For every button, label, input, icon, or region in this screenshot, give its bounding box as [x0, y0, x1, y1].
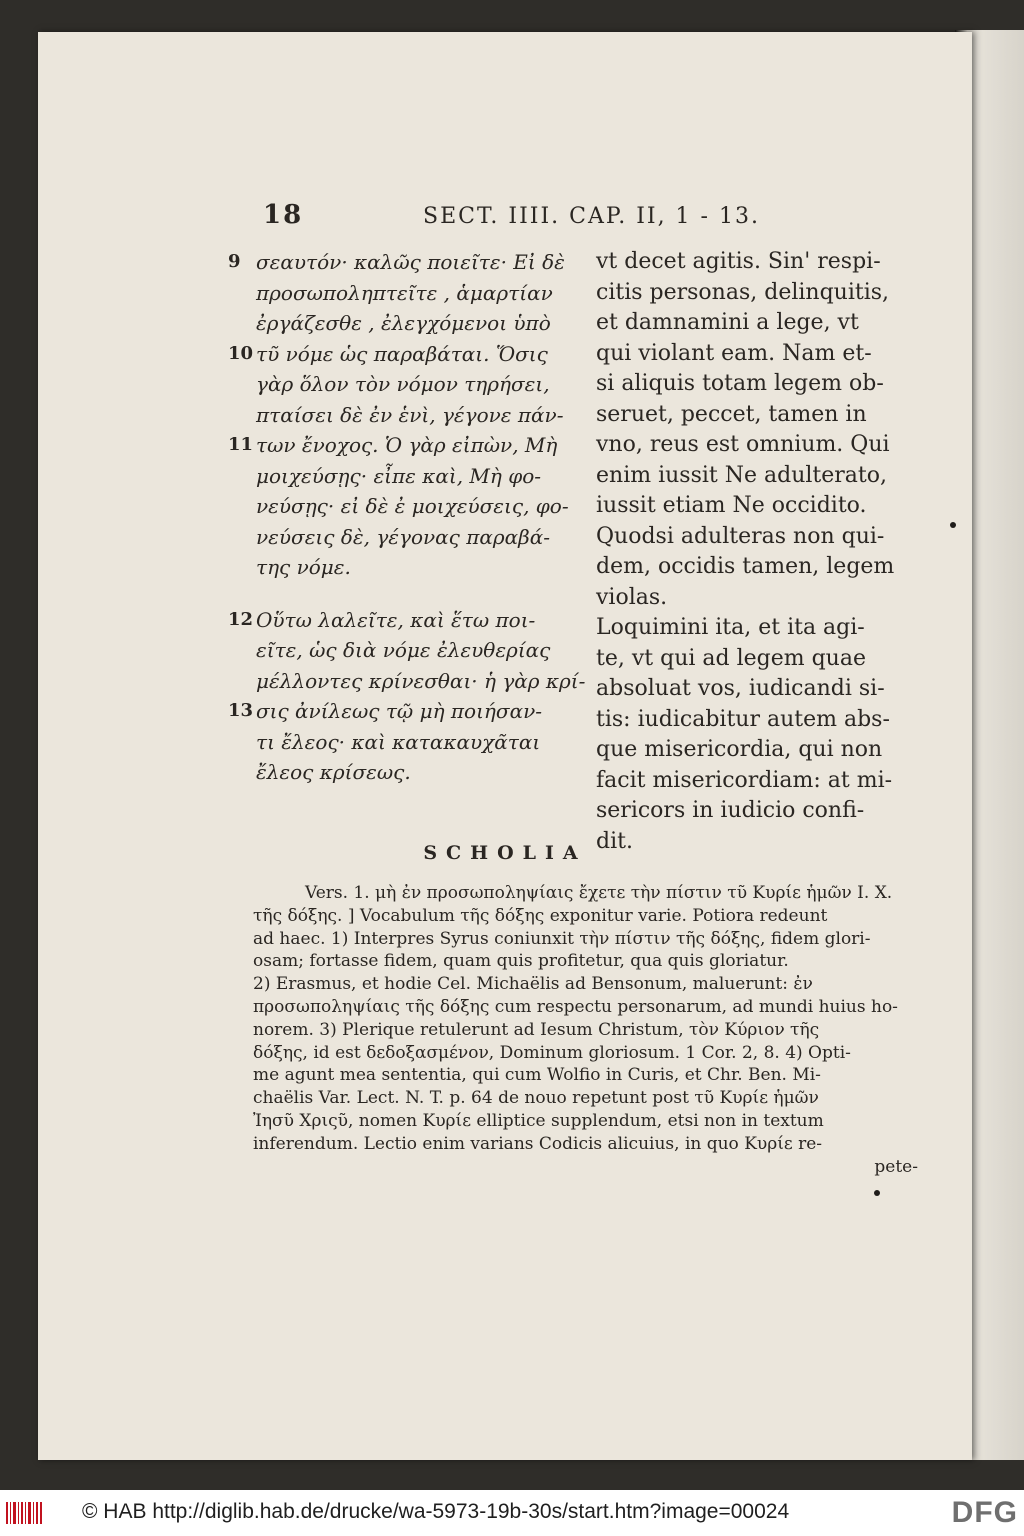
greek-text-column [230, 247, 585, 788]
latin-line: et damnamini a lege, vt [596, 310, 859, 335]
scholia-line: δόξης, id est δεδοξασμένον, Dominum gloriosum. 1 Cor. 2, 8. 4) Opti- [253, 1042, 851, 1063]
greek-line-text: των ἔνοχος. Ὁ γὰρ εἰπὼν, Μὴ [256, 433, 558, 457]
latin-line: iussit etiam Ne occidito. [596, 493, 867, 518]
greek-line [230, 727, 585, 758]
latin-line: facit misericordiam: at mi- [596, 767, 893, 793]
scholia-title: SCHOLIA [423, 842, 587, 864]
greek-line [230, 339, 585, 370]
scholia-line: ad haec. 1) Interpres Syrus coniunxit τὴν πίστιν τῆς δόξης, fidem glori- [253, 928, 871, 949]
greek-line-text: πταίσει δὲ ἐν ἑνὶ, γέγονε πάν- [256, 402, 564, 427]
greek-line [230, 696, 585, 727]
latin-line: que misericordia, qui non [596, 737, 883, 762]
book-page [38, 32, 972, 1460]
latin-line: vt decet agitis. Sin' respi- [596, 249, 881, 274]
greek-line [230, 605, 585, 636]
latin-line: enim iussit Ne adulterato, [596, 462, 887, 488]
greek-line [230, 308, 585, 339]
greek-line-text: σεαυτόν· καλῶς ποιεῖτε· Εἰ δὲ [256, 250, 565, 274]
greek-line [230, 278, 585, 309]
greek-line [230, 247, 585, 278]
barcode-icon [6, 1502, 44, 1524]
latin-line: Loquimini ita, et ita agi- [596, 615, 865, 640]
scholia-line: pete- [874, 1156, 918, 1177]
scholia-line: chaëlis Var. Lect. N. T. p. 64 de nouo repetunt post τῦ Κυρίε ἡμῶν [253, 1088, 819, 1109]
latin-line: qui violant eam. Nam et- [596, 340, 872, 366]
latin-line: vno, reus est omnium. Qui [596, 432, 890, 457]
greek-line-text: μοιχεύσῃς· εἶπε καὶ, Μὴ φο- [256, 463, 542, 488]
latin-line: tis: iudicabitur autem abs- [596, 706, 890, 732]
viewer-footer [0, 1490, 1024, 1536]
scholia-line: τῆς δόξης. ] Vocabulum τῆς δόξης exponitur varie. Potiora redeunt [253, 905, 828, 926]
verse-number: 12 [228, 608, 254, 630]
source-url-text: © HAB http://diglib.hab.de/drucke/wa-5973-19b-30s/start.htm?image=00024 [82, 1500, 790, 1523]
running-head-text: SECT. IIII. CAP. II, 1 - 13. [423, 204, 760, 229]
greek-line-text: ἐργάζεσθε , ἐλεγχόμενοι ὑπὸ [256, 311, 551, 335]
greek-line [230, 491, 585, 522]
page-number: 18 [263, 200, 304, 230]
latin-line: violas. [596, 584, 668, 610]
latin-line: citis personas, delinquitis, [596, 279, 890, 305]
greek-line-text: γὰρ ὅλον τὸν νόμον τηρήσει, [256, 372, 550, 396]
greek-line [230, 552, 585, 583]
greek-line [230, 430, 585, 461]
margin-mark [950, 522, 956, 528]
greek-line-text: εῖτε, ὡς διὰ νόμε ἐλευθερίας [256, 638, 551, 662]
margin-mark [874, 1190, 880, 1196]
greek-line-text: της νόμε. [256, 555, 351, 579]
scholia-block [253, 882, 918, 1178]
running-head [263, 200, 923, 234]
greek-line-text: τι ἔλεος· καὶ κατακαυχᾶται [256, 729, 541, 754]
greek-line [230, 400, 585, 431]
greek-line [230, 583, 585, 605]
greek-line-text: νεύσῃς· εἰ δὲ ἐ μοιχεύσεις, φο- [256, 494, 569, 518]
greek-line-text: προσωποληπτεῖτε , ἁμαρτίαν [256, 280, 553, 305]
scholia-line: 2) Erasmus, et hodie Cel. Michaëlis ad Bensonum, maluerunt: ἐν [253, 974, 813, 995]
dfg-logo: DFG [951, 1496, 1018, 1529]
greek-line [230, 635, 585, 666]
scholia-line: Vers. 1. μὴ ἐν προσωποληψίαις ἔχετε τὴν πίστιν τῦ Κυρίε ἡμῶν I. X. [305, 883, 893, 903]
greek-line [230, 522, 585, 553]
latin-line: dit. [596, 828, 633, 854]
latin-line: sericors in iudicio confi- [596, 798, 865, 823]
verse-number: 11 [228, 434, 254, 455]
latin-line: Quodsi adulteras non qui- [596, 523, 885, 549]
scholia-line: Ἰησῦ Χριςῦ, nomen Κυρίε elliptice supplendum, etsi non in textum [253, 1110, 824, 1131]
greek-line-text: ἔλεος κρίσεως. [256, 760, 411, 784]
verse-number: 13 [228, 700, 254, 721]
verse-number: 10 [228, 342, 254, 364]
scholia-line: norem. 3) Plerique retulerunt ad Iesum Christum, τὸν Κύριον τῆς [253, 1019, 820, 1040]
greek-line [230, 666, 585, 697]
latin-line: dem, occidis tamen, legem [596, 554, 895, 579]
latin-line: si aliquis totam legem ob- [596, 371, 884, 396]
greek-line-text: Οὕτω λαλεῖτε, καὶ ἕτω ποι- [256, 607, 536, 632]
greek-line-text: νεύσεις δὲ, γέγονας παραβά- [256, 524, 550, 549]
greek-line-text: σις ἀνίλεως τῷ μὴ ποιήσαν- [256, 699, 542, 723]
greek-line [230, 369, 585, 400]
latin-line: seruet, peccet, tamen in [596, 401, 867, 427]
scholia-line: me agunt mea sententia, qui cum Wolfio in Curis, et Chr. Ben. Mi- [253, 1065, 821, 1086]
greek-line-text: τῦ νόμε ὡς παραβάται. Ὅσις [256, 341, 548, 366]
greek-line [230, 461, 585, 492]
scholia-line: προσωποληψίαις τῆς δόξης cum respectu personarum, ad mundi huius ho- [253, 996, 898, 1017]
scholia-line: osam; fortasse fidem, quam quis profitetur, qua quis gloriatur. [253, 951, 789, 972]
scholia-line: inferendum. Lectio enim varians Codicis alicuius, in quo Κυρίε re- [253, 1133, 823, 1154]
verse-number: 9 [228, 251, 241, 272]
greek-line [230, 757, 585, 788]
greek-line-text: μέλλοντες κρίνεσθαι· ἡ γὰρ κρί- [256, 668, 586, 693]
latin-line: absoluat vos, iudicandi si- [596, 676, 885, 701]
latin-text-column [596, 247, 921, 857]
latin-line: te, vt qui ad legem quae [596, 645, 866, 671]
